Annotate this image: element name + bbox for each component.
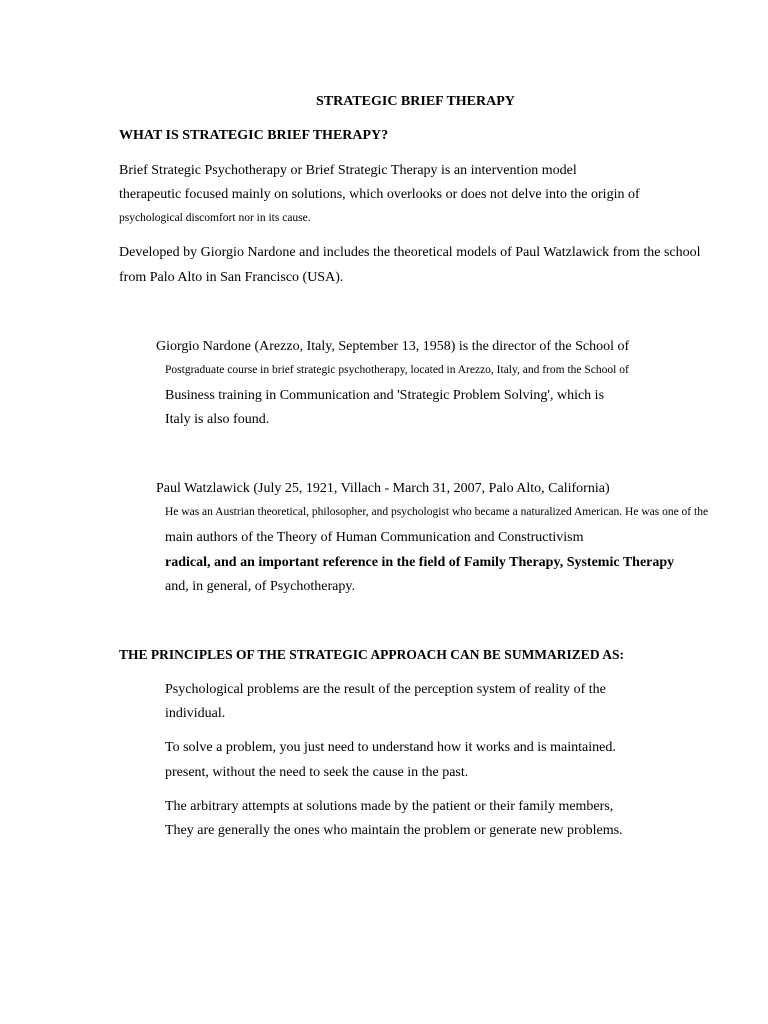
section-heading-what-is: WHAT IS STRATEGIC BRIEF THERAPY? (119, 128, 389, 143)
person-line: Postgraduate course in brief strategic psychotherapy, located in Arezzo, Italy, and from the School of (165, 364, 629, 376)
person-line: Italy is also found. (165, 412, 270, 427)
person-line-bold: radical, and an important reference in the field of Family Therapy, Systemic Therapy (165, 555, 675, 570)
person-first-line: Paul Watzlawick (July 25, 1921, Villach - March 31, 2007, Palo Alto, California) (156, 481, 610, 496)
person-first-line: Giorgio Nardone (Arezzo, Italy, September 13, 1958) is the director of the School of (156, 339, 630, 354)
document-title: STRATEGIC BRIEF THERAPY (316, 94, 515, 109)
paragraph-line: therapeutic focused mainly on solutions, which overlooks or does not delve into the origin of (119, 187, 640, 202)
person-line: main authors of the Theory of Human Communication and Constructivism (165, 530, 584, 545)
list-item-line: They are generally the ones who maintain the problem or generate new problems. (165, 823, 623, 838)
paragraph-line: from Palo Alto in San Francisco (USA). (119, 270, 344, 285)
list-item-line: The arbitrary attempts at solutions made by the patient or their family members, (165, 799, 614, 814)
list-item-line: individual. (165, 706, 226, 721)
person-line: He was an Austrian theoretical, philosopher, and psychologist who became a naturalized American. He was one of the (165, 506, 709, 518)
person-line: and, in general, of Psychotherapy. (165, 579, 355, 594)
list-item-line: present, without the need to seek the cause in the past. (165, 765, 469, 780)
paragraph-line: Brief Strategic Psychotherapy or Brief Strategic Therapy is an intervention model (119, 163, 577, 178)
paragraph-line: psychological discomfort nor in its cause. (119, 212, 311, 224)
paragraph-line: Developed by Giorgio Nardone and includes the theoretical models of Paul Watzlawick from the school (119, 245, 701, 260)
section-heading-principles: THE PRINCIPLES OF THE STRATEGIC APPROACH CAN BE SUMMARIZED AS: (119, 647, 624, 662)
list-item-line: To solve a problem, you just need to understand how it works and is maintained. (165, 740, 616, 755)
person-line: Business training in Communication and 'Strategic Problem Solving', which is (165, 388, 605, 403)
list-item-line: Psychological problems are the result of the perception system of reality of the (165, 682, 606, 697)
